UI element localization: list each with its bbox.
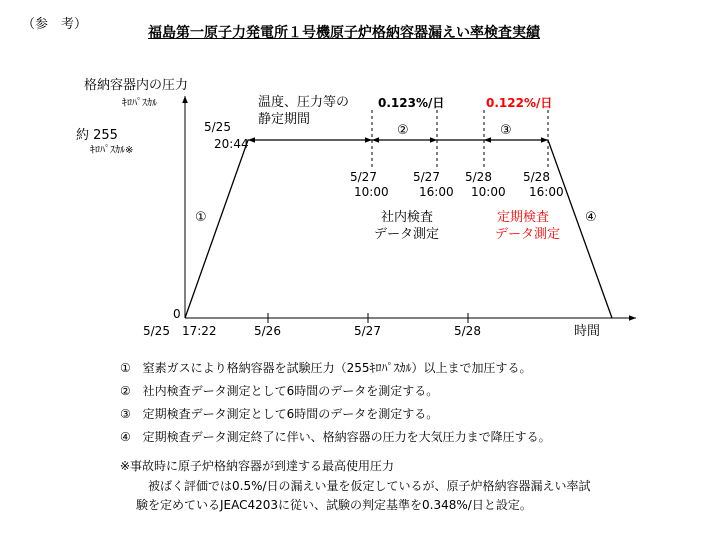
rate-phase-2: 0.123%/日	[378, 96, 445, 110]
marker-4: ④	[585, 210, 597, 225]
note-2	[120, 382, 438, 399]
note-1-text: 窒素ガスにより格納容器を試験圧力（255ｷﾛﾊﾟｽｶﾙ）以上まで加圧する。	[142, 361, 532, 375]
rate-phase-3: 0.122%/日	[486, 96, 553, 110]
phase-2-label-line-2: データ測定	[374, 227, 440, 242]
time-1-date: 5/27	[350, 170, 377, 184]
time-1-time: 10:00	[354, 185, 389, 199]
y-axis-unit: ｷﾛﾊﾟｽｶﾙ	[122, 98, 157, 109]
note-2-number: ②	[120, 384, 131, 398]
note-3-text: 定期検査データ測定として6時間のデータを測定する。	[142, 407, 439, 421]
phase-2-label-line-1: 社内検査	[381, 210, 434, 225]
y-axis-label: 格納容器内の圧力	[84, 78, 189, 93]
time-3-date: 5/28	[465, 170, 492, 184]
note-3-number: ③	[120, 407, 131, 421]
y-value-label: 約 255	[76, 128, 118, 143]
time-4-time: 16:00	[529, 185, 564, 199]
time-3-time: 10:00	[471, 185, 506, 199]
static-period-line-2: 静定期間	[258, 112, 311, 127]
time-4-date: 5/28	[523, 170, 550, 184]
footnote-title: ※事故時に原子炉格納容器が到達する最高使用圧力	[120, 459, 395, 473]
phase-3-label-line-2: データ測定	[495, 227, 561, 242]
origin-label: 0	[173, 307, 181, 321]
marker-2: ②	[397, 123, 409, 138]
note-3	[120, 405, 438, 422]
y-value-unit: ｷﾛﾊﾟｽｶﾙ※	[90, 145, 134, 156]
phase-3-label-line-1: 定期検査	[497, 210, 550, 225]
static-period-line-1: 温度、圧力等の	[258, 95, 350, 110]
note-4-text: 定期検査データ測定終了に伴い、格納容器の圧力を大気圧力まで降圧する。	[142, 430, 551, 444]
x-tick-label-start: 5/25 17:22	[143, 324, 217, 338]
note-1-number: ①	[120, 361, 131, 375]
note-2-text: 社内検査データ測定として6時間のデータを測定する。	[142, 384, 439, 398]
note-1	[120, 359, 532, 376]
peak-time: 20:44	[214, 137, 249, 151]
note-4-number: ④	[120, 430, 131, 444]
page-title: 福島第一原子力発電所１号機原子炉格納容器漏えい率検査実績	[148, 25, 540, 41]
x-tick-label-5-27: 5/27	[354, 324, 381, 338]
time-2-time: 16:00	[419, 185, 454, 199]
x-tick-label-5-28: 5/28	[454, 324, 481, 338]
peak-date: 5/25	[204, 120, 231, 134]
x-tick-label-5-26: 5/26	[254, 324, 281, 338]
marker-1: ①	[195, 210, 207, 225]
reference-tag: （参 考）	[22, 17, 88, 32]
marker-3: ③	[500, 123, 512, 138]
footnote-line-1: 被ばく評価では0.5%/日の漏えい量を仮定しているが、原子炉格納容器漏えい率試	[148, 479, 591, 493]
note-4	[120, 428, 551, 445]
x-axis-end-label: 時間	[574, 324, 601, 339]
time-2-date: 5/27	[413, 170, 440, 184]
footnote-line-2: 験を定めているJEAC4203に従い、試験の判定基準を0.348%/日と設定。	[136, 498, 532, 512]
